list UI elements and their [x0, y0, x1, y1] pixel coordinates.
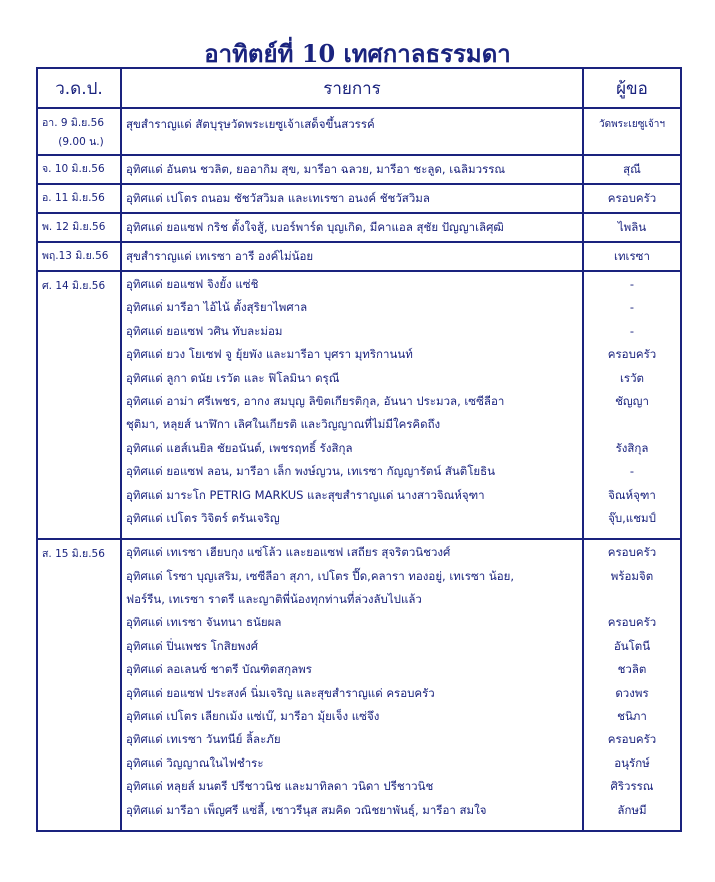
- requester-name: พร้อมจิต: [610, 568, 654, 583]
- requester-name: -: [629, 323, 635, 338]
- row-date: [37, 108, 121, 155]
- table-row: [37, 184, 681, 213]
- row-date-text: อ. 11 มิ.ย.56: [42, 192, 105, 204]
- row-date: [37, 155, 121, 184]
- row-requester: [583, 108, 681, 155]
- row-requester: [583, 155, 681, 184]
- requester-name: รังสิกุล: [615, 440, 649, 455]
- requester-name: จุ๊บ,แชมป์: [608, 510, 656, 525]
- intention-line: อุทิศแด่ เปโตร วิจิตร์ ตรันเจริญ: [126, 510, 280, 525]
- row-date: [37, 184, 121, 213]
- table-header-row: [37, 68, 681, 108]
- intention-line: อุทิศแด่ ยอแซฟ วศิน ทับละม่อม: [126, 323, 283, 338]
- intention-line: ฟอร์รีน, เทเรซา ราตรี และญาติพี่น้องทุกท่านที่ล่วงลับไปแล้ว: [126, 592, 422, 607]
- intention-line: อุทิศแด่ ยอแซฟ กริช ตั้งใจสู้, เบอร์พาร์ด บุญเกิด, มีคาแอล สุชัย ปัญญาเลิศุฒิ: [126, 219, 504, 234]
- row-date: [37, 213, 121, 242]
- intention-line: อุทิศแด่ อาม่า ศรีเพชร, อากง สมบุญ ลิขิตเกียรติกุล, อันนา ประมวล, เซซีลีอา: [126, 393, 505, 408]
- requester-name: เทเรซา: [614, 248, 650, 263]
- intention-line: อุทิศแด่ แฮส์เนยิล ชัยอนันต์, เพชรฤทธิ์ รังสิกุล: [126, 440, 353, 455]
- table-row: [37, 242, 681, 271]
- intention-line: อุทิศแด่ ยอแซฟ ลอน, มารีอา เล็ก พงษ์ญวน, เทเรซา กัญญารัตน์ สันติโยธิน: [126, 464, 496, 479]
- requester-name: เรวัต: [619, 370, 645, 385]
- row-requester: [583, 271, 681, 539]
- row-items: [121, 108, 583, 155]
- intention-line: สุขสำราญแด่ เทเรซา อารี องค์ไม่น้อย: [126, 248, 314, 263]
- intention-line: ชุติมา, หลุยส์ นาฬิกา เลิศในเกียรติ และวิญญาณที่ไม่มีใครคิดถึง: [126, 417, 441, 432]
- requester-name: [584, 413, 680, 436]
- requester-name: [584, 588, 680, 611]
- row-items: [121, 271, 583, 539]
- row-date: [37, 539, 121, 831]
- row-date: [37, 242, 121, 271]
- requester-name: ครอบครัว: [607, 615, 657, 630]
- requester-name: ครอบครัว: [607, 190, 657, 205]
- requester-name: ครอบครัว: [607, 347, 657, 362]
- requester-column-header: ผู้ขอ: [583, 68, 681, 108]
- row-date-text: พ. 12 มิ.ย.56: [42, 221, 106, 233]
- requester-name: ครอบครัว: [607, 732, 657, 747]
- row-items: [121, 213, 583, 242]
- row-items: [121, 539, 583, 831]
- row-date-text: ส. 15 มิ.ย.56: [42, 548, 105, 561]
- table-row: [37, 155, 681, 184]
- requester-name: อันโตนี: [613, 638, 651, 653]
- row-items: [121, 155, 583, 184]
- row-time-text: (9.00 น.): [58, 136, 104, 148]
- intention-line: อุทิศแด่ เทเรซา จันทนา ธนัยผล: [126, 615, 282, 630]
- requester-name: ชัญญา: [615, 393, 649, 408]
- requester-name: อนุรักษ์: [614, 755, 650, 770]
- row-date: [37, 271, 121, 539]
- intention-line: อุทิศแด่ มารีอา เพ็ญศรี แซ่ลี้, เซาวรีนุส สมคิด วณิชยาพันธุ์, มารีอา สมใจ: [126, 802, 487, 817]
- row-date-text: อา. 9 มิ.ย.56: [42, 117, 105, 129]
- row-items: [121, 184, 583, 213]
- intention-line: อุทิศแด่ อันตน ชวลิต, ยออากิม สุข, มารีอา ฉลวย, มารีอา ชะลูด, เฉลิมวรรณ: [126, 161, 506, 176]
- requester-name: ลักษมี: [617, 802, 647, 817]
- intention-line: อุทิศแด่ มาระโก PETRIG MARKUS และสุขสำราญแด่ นางสาวจิณห์จุฑา: [126, 487, 485, 502]
- requester-name: ดวงพร: [615, 685, 649, 700]
- page-title: อาทิตย์ที่ 10 เทศกาลธรรมดา: [204, 39, 511, 68]
- row-requester: [583, 184, 681, 213]
- requester-name: -: [629, 277, 635, 291]
- table-row: [37, 539, 681, 831]
- intention-line: อุทิศแด่ หลุยส์ มนตรี ปรีชาวนิช และมาทิลดา วนิดา ปรีชาวนิช: [126, 779, 434, 794]
- table-row: [37, 108, 681, 155]
- requester-name: ศิริวรรณ: [610, 779, 654, 794]
- requester-name: -: [629, 464, 635, 479]
- row-requester: [583, 213, 681, 242]
- requester-name: สุณี: [623, 161, 641, 176]
- row-date-text: จ. 10 มิ.ย.56: [42, 163, 105, 175]
- intention-line: อุทิศแด่ วิญญาณในไฟชำระ: [126, 755, 264, 770]
- date-column-header: ว.ด.ป.: [37, 68, 121, 108]
- intention-line: สุขสำราญแด่ สัตบุรุษวัดพระเยซูเจ้าเสด็จขึ้นสวรรค์: [126, 117, 375, 131]
- intention-line: อุทิศแด่ เทเรซา วันทนีย์ ลิ้ละภัย: [126, 732, 281, 747]
- intention-line: อุทิศแด่ ลอเลนซ์ ชาตรี บัณฑิตสกุลพร: [126, 662, 312, 677]
- intention-line: อุทิศแด่ ยวง โยเซฟ จู ยุ้ยพัง และมารีอา บุศรา มุทริกานนท์: [126, 347, 413, 362]
- requester-name: ครอบครัว: [607, 545, 657, 560]
- requester-name: ไพลิน: [617, 219, 647, 234]
- intention-line: อุทิศแด่ เทเรซา เฮียบกุง แซ่โล้ว และยอแซฟ เสถียร สุจริตวนิชวงศ์: [126, 545, 451, 560]
- table-row: [37, 271, 681, 539]
- requester-name: ชนิภา: [617, 709, 647, 724]
- requester-name: ชวลิต: [617, 662, 647, 677]
- intention-line: อุทิศแด่ เปโตร เลียกเม้ง แซ่เบ๊, มารีอา มุ้ยเจ็ง แซ่จึง: [126, 709, 380, 724]
- requester-name: วัดพระเยซูเจ้าฯ: [598, 119, 665, 130]
- table-row: [37, 213, 681, 242]
- row-date-text: พฤ.13 มิ.ย.56: [42, 250, 109, 262]
- items-column-header: รายการ: [121, 68, 583, 108]
- intention-line: อุทิศแด่ ยอแซฟ จิงยั้ง แซ่ชิ: [126, 277, 259, 291]
- row-requester: [583, 539, 681, 831]
- requester-name: -: [629, 300, 635, 315]
- mass-intentions-table: [36, 67, 682, 832]
- intention-line: อุทิศแด่ ปิ่นเพชร โกสิยพงศ์: [126, 638, 259, 653]
- requester-name: จิณห์จุฑา: [608, 487, 656, 502]
- row-requester: [583, 242, 681, 271]
- intention-line: อุทิศแด่ เปโตร ถนอม ชัชวัสวิมล และเทเรซา อนงค์ ชัชวัสวิมล: [126, 190, 430, 205]
- intention-line: อุทิศแด่ ยอแซฟ ประสงค์ นิ่มเจริญ และสุขสำราญแด่ ครอบครัว: [126, 685, 435, 700]
- row-items: [121, 242, 583, 271]
- row-date-text: ศ. 14 มิ.ย.56: [42, 280, 106, 292]
- intention-line: อุทิศแด่ โรซา บุญเสริม, เซซีลีอา สุภา, เปโตร ปี๊ด,คลารา ทองอยู่, เทเรซา น้อย,: [126, 568, 515, 583]
- intention-line: อุทิศแด่ มารีอา ไอ้ไน้ ตั้งสุริยาไพศาล: [126, 300, 308, 315]
- intention-line: อุทิศแด่ ลูกา ดนัย เรวัต และ ฟิโลมินา ดรุณี: [126, 370, 340, 385]
